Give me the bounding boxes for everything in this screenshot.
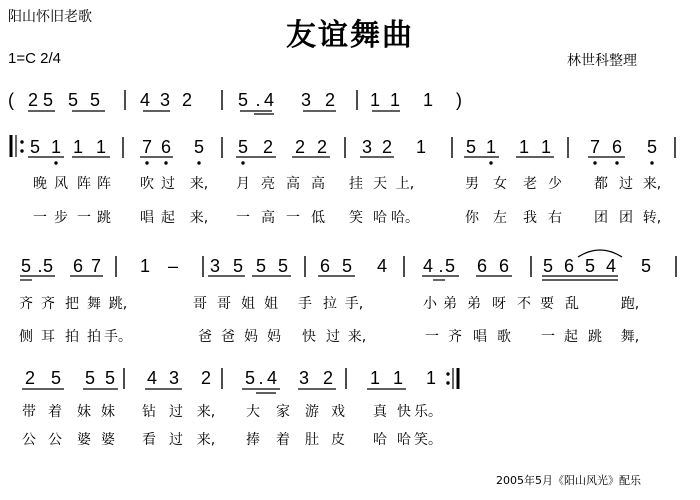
system2-verse2-lyric: 歌 <box>497 329 511 345</box>
intro-note: 4 <box>263 90 275 110</box>
song-title: 友谊舞曲 <box>286 18 414 53</box>
repeat-dot <box>20 140 23 143</box>
intro-note: . <box>255 90 261 110</box>
system1-note: 2 <box>294 137 306 157</box>
intro-note: 1 <box>369 90 381 110</box>
system1-note: 5 <box>29 137 41 157</box>
system1-verse2-lyric: 笑 <box>349 210 363 226</box>
intro-note: 4 <box>139 90 151 110</box>
intro-note: 2 <box>181 90 193 110</box>
intro-close-paren: ) <box>456 90 462 110</box>
system1-verse2-lyric: 来, <box>189 210 209 226</box>
system2-verse1-lyric: 手, <box>344 296 364 312</box>
system2-verse1-lyric: 跑, <box>620 296 640 312</box>
source-label: 阳山怀旧老歌 <box>8 9 92 25</box>
system2-note: 6 <box>476 256 488 276</box>
system2-verse2-lyric: 跳 <box>588 329 602 345</box>
system2-verse1-lyric: 弟 <box>443 296 457 312</box>
system3-note: 4 <box>146 368 158 388</box>
system1-verse1-lyric: 上, <box>395 176 415 192</box>
system1-note: 1 <box>50 137 62 157</box>
system1-verse2-lyric: 起 <box>161 210 175 226</box>
system3-verse1-lyric: 带 <box>22 404 36 420</box>
system1-note: 2 <box>381 137 393 157</box>
system3-verse1-lyric: 着 <box>48 404 62 420</box>
system2-note: 6 <box>563 256 575 276</box>
system1-verse2-lyric: 你 <box>465 210 479 226</box>
system2-verse2-lyric: 一 <box>541 329 555 345</box>
system1-note: 6 <box>611 137 623 157</box>
system1-note: 1 <box>95 137 107 157</box>
system3-verse1-lyric: 家 <box>276 404 290 420</box>
system3-note: 2 <box>322 368 334 388</box>
system2-note: 4 <box>605 256 617 276</box>
system3-verse1-lyric: 快 <box>397 404 411 420</box>
system1-verse2-lyric: 哈 <box>373 210 387 226</box>
system3-note: 4 <box>266 368 278 388</box>
system3-verse1-lyric: 来, <box>196 404 216 420</box>
system1-note: 1 <box>72 137 84 157</box>
system3-note: 5 <box>84 368 96 388</box>
system1-verse2-lyric: 团 <box>594 210 608 226</box>
intro-note: 3 <box>159 90 171 110</box>
system1-verse1-lyric: 男 <box>465 176 479 192</box>
system2-verse1-lyric: 哥 <box>193 296 207 312</box>
system1-note: 3 <box>361 137 373 157</box>
system2-note: 5 <box>542 256 554 276</box>
system3-verse2-lyric: 捧 <box>246 432 260 448</box>
system3-verse2-lyric: 来, <box>196 432 216 448</box>
system1-verse1-lyric: 天 <box>373 176 387 192</box>
system3-verse1-lyric: 游 <box>305 404 319 420</box>
system2-note: 5 <box>255 256 267 276</box>
system3-verse2-lyric: 笑。 <box>414 432 442 448</box>
system2-note: 5 <box>232 256 244 276</box>
system2-verse2-lyric: 拍 <box>65 329 79 345</box>
system1-verse1-lyric: 高 <box>286 176 300 192</box>
system1-verse2-lyric: 一 <box>286 210 300 226</box>
intro-note: 3 <box>300 90 312 110</box>
system1-verse2-lyric: 左 <box>493 210 507 226</box>
system3-note: 2 <box>24 368 36 388</box>
intro-note: 1 <box>422 90 434 110</box>
system1-verse1-lyric: 亮 <box>261 176 275 192</box>
system1-note: 1 <box>540 137 552 157</box>
system1-verse2-lyric: 高 <box>261 210 275 226</box>
system3-verse1-lyric: 妹 <box>101 404 115 420</box>
system1-verse1-lyric: 老 <box>523 176 537 192</box>
system2-verse2-lyric: 过 <box>326 329 340 345</box>
system1-verse2-lyric: 哈。 <box>391 210 419 226</box>
system2-verse1-lyric: 哥 <box>217 296 231 312</box>
system2-verse2-lyric: 快 <box>302 329 316 345</box>
system2-verse1-lyric: 把 <box>65 296 79 312</box>
system2-note: 5 <box>584 256 596 276</box>
system2-verse1-lyric: 舞 <box>87 296 101 312</box>
low-octave-dot <box>164 161 167 164</box>
system2-note: 1 <box>139 256 151 276</box>
system3-verse1-lyric: 真 <box>373 404 387 420</box>
system3-note: 3 <box>298 368 310 388</box>
system1-verse1-lyric: 过 <box>161 176 175 192</box>
system1-note: 5 <box>646 137 658 157</box>
low-octave-dot <box>650 161 653 164</box>
intro-open-paren: ( <box>8 90 14 110</box>
system1-verse2-lyric: 我 <box>523 210 537 226</box>
system3-verse1-lyric: 戏 <box>331 404 345 420</box>
system1-note: 7 <box>141 137 153 157</box>
system3-note: 1 <box>369 368 381 388</box>
system2-note: 4 <box>422 256 434 276</box>
system2-verse1-lyric: 小 <box>423 296 437 312</box>
system2-verse1-lyric: 手 <box>298 296 312 312</box>
system3-verse1-lyric: 钻 <box>142 404 156 420</box>
system1-verse1-lyric: 阵 <box>77 176 91 192</box>
system1-verse1-lyric: 挂 <box>349 176 363 192</box>
system2-verse1-lyric: 姐 <box>264 296 278 312</box>
system3-note: 5 <box>244 368 256 388</box>
system1-verse1-lyric: 来, <box>642 176 662 192</box>
system1-verse2-lyric: 步 <box>54 210 68 226</box>
repeat-dot <box>20 149 23 152</box>
system2-note: . <box>37 256 43 276</box>
system3-verse2-lyric: 着 <box>276 432 290 448</box>
system2-verse1-lyric: 姐 <box>241 296 255 312</box>
system2-verse1-lyric: 齐 <box>41 296 55 312</box>
system2-verse2-lyric: 起 <box>564 329 578 345</box>
low-octave-dot <box>145 161 148 164</box>
system2-note: 5 <box>444 256 456 276</box>
system3-note: 5 <box>50 368 62 388</box>
system2-note: 6 <box>319 256 331 276</box>
system1-note: 5 <box>237 137 249 157</box>
system2-verse1-lyric: 不 <box>517 296 531 312</box>
system3-verse2-lyric: 看 <box>142 432 156 448</box>
system2-verse1-lyric: 乱 <box>565 296 579 312</box>
system3-verse1-lyric: 妹 <box>77 404 91 420</box>
system1-note: 2 <box>262 137 274 157</box>
repeat-dot <box>446 381 449 384</box>
system3-verse2-lyric: 过 <box>169 432 183 448</box>
system1-verse1-lyric: 阵 <box>97 176 111 192</box>
system2-verse2-lyric: 舞, <box>620 329 640 345</box>
system3-verse2-lyric: 婆 <box>101 432 115 448</box>
system1-note: 7 <box>589 137 601 157</box>
system2-verse2-lyric: 唱 <box>473 329 487 345</box>
system2-verse2-lyric: 拍 <box>87 329 101 345</box>
system1-note: 5 <box>193 137 205 157</box>
system1-note: 6 <box>160 137 172 157</box>
system2-verse1-lyric: 要 <box>540 296 554 312</box>
system1-verse1-lyric: 月 <box>236 176 250 192</box>
system1-verse1-lyric: 都 <box>594 176 608 192</box>
system3-note: 5 <box>104 368 116 388</box>
system2-verse2-lyric: 一 <box>425 329 439 345</box>
system2-note: 5 <box>640 256 652 276</box>
system2-note: 5 <box>20 256 32 276</box>
intro-note: 2 <box>324 90 336 110</box>
system3-note: . <box>258 368 264 388</box>
system2-note: 6 <box>498 256 510 276</box>
system2-verse1-lyric: 拉 <box>323 296 337 312</box>
system2-note: 7 <box>90 256 102 276</box>
system2-note: 5 <box>42 256 54 276</box>
system1-verse1-lyric: 晚 <box>33 176 47 192</box>
system3-verse2-lyric: 婆 <box>77 432 91 448</box>
low-octave-dot <box>54 161 57 164</box>
low-octave-dot <box>593 161 596 164</box>
low-octave-dot <box>241 161 244 164</box>
system1-verse2-lyric: 低 <box>311 210 325 226</box>
system3-verse2-lyric: 公 <box>48 432 62 448</box>
system3-note: 2 <box>200 368 212 388</box>
low-octave-dot <box>197 161 200 164</box>
system1-verse2-lyric: 唱 <box>140 210 154 226</box>
system2-note: – <box>167 256 179 276</box>
system2-verse2-lyric: 齐 <box>448 329 462 345</box>
intro-note: 2 <box>27 90 39 110</box>
system3-verse2-lyric: 肚 <box>305 432 319 448</box>
system3-verse2-lyric: 哈 <box>373 432 387 448</box>
system2-verse2-lyric: 手。 <box>104 329 132 345</box>
system3-verse1-lyric: 大 <box>246 404 260 420</box>
system1-note: 1 <box>485 137 497 157</box>
system2-note: 5 <box>341 256 353 276</box>
system2-verse2-lyric: 侧 <box>19 329 33 345</box>
system1-note: 5 <box>465 137 477 157</box>
intro-note: 5 <box>237 90 249 110</box>
system3-note: 1 <box>392 368 404 388</box>
system1-verse1-lyric: 高 <box>311 176 325 192</box>
footer-note: 2005年5月《阳山风光》配乐 <box>496 474 641 487</box>
system1-verse2-lyric: 一 <box>77 210 91 226</box>
system2-note: . <box>438 256 444 276</box>
system2-verse2-lyric: 妈 <box>267 329 281 345</box>
system3-note: 1 <box>425 368 437 388</box>
system2-verse2-lyric: 爸 <box>198 329 212 345</box>
arranger-credit: 林世科整理 <box>567 53 637 69</box>
system1-note: 2 <box>316 137 328 157</box>
system2-verse1-lyric: 弟 <box>467 296 481 312</box>
system1-verse2-lyric: 一 <box>236 210 250 226</box>
system1-verse1-lyric: 过 <box>619 176 633 192</box>
system2-verse1-lyric: 呀 <box>492 296 506 312</box>
system3-verse2-lyric: 公 <box>22 432 36 448</box>
system1-verse1-lyric: 女 <box>493 176 507 192</box>
system2-verse1-lyric: 跳, <box>108 296 128 312</box>
system1-verse2-lyric: 团 <box>619 210 633 226</box>
system3-verse2-lyric: 哈 <box>397 432 411 448</box>
system1-verse2-lyric: 跳 <box>97 210 111 226</box>
system1-verse1-lyric: 风 <box>54 176 68 192</box>
system1-verse1-lyric: 少 <box>548 176 562 192</box>
system1-verse2-lyric: 右 <box>548 210 562 226</box>
system1-verse1-lyric: 吹 <box>140 176 154 192</box>
system2-note: 5 <box>277 256 289 276</box>
system2-verse2-lyric: 妈 <box>244 329 258 345</box>
low-octave-dot <box>489 161 492 164</box>
system3-verse1-lyric: 过 <box>169 404 183 420</box>
system2-verse1-lyric: 齐 <box>19 296 33 312</box>
key-signature: 1=C 2/4 <box>8 50 61 67</box>
system3-verse1-lyric: 乐。 <box>414 404 442 420</box>
system2-verse2-lyric: 耳 <box>41 329 55 345</box>
system3-note: 3 <box>168 368 180 388</box>
system2-verse2-lyric: 来, <box>347 329 367 345</box>
repeat-dot <box>446 372 449 375</box>
intro-note: 5 <box>67 90 79 110</box>
system1-note: 1 <box>518 137 530 157</box>
system1-note: 1 <box>415 137 427 157</box>
intro-note: 5 <box>42 90 54 110</box>
system3-verse2-lyric: 皮 <box>331 432 345 448</box>
system2-verse2-lyric: 爸 <box>221 329 235 345</box>
intro-note: 1 <box>389 90 401 110</box>
system2-note: 4 <box>376 256 388 276</box>
system2-note: 3 <box>209 256 221 276</box>
intro-note: 5 <box>89 90 101 110</box>
system1-verse2-lyric: 转, <box>642 210 662 226</box>
system1-verse1-lyric: 来, <box>189 176 209 192</box>
low-octave-dot <box>615 161 618 164</box>
system2-note: 6 <box>72 256 84 276</box>
system1-verse2-lyric: 一 <box>33 210 47 226</box>
